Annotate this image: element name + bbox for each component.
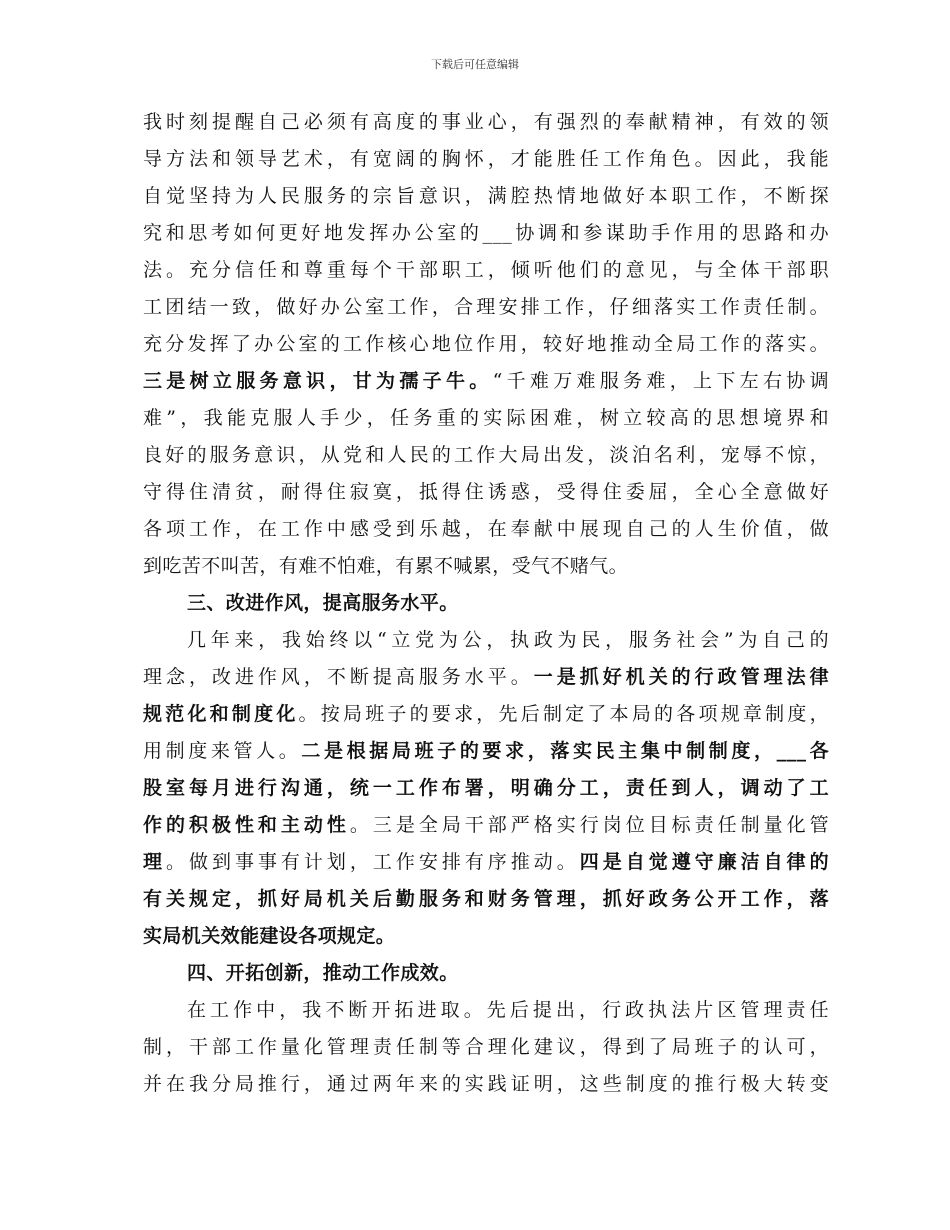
text-line [143, 659, 829, 696]
text-line [143, 844, 829, 881]
text-line [143, 511, 829, 548]
text-line [143, 955, 829, 992]
text-line [143, 770, 829, 807]
text-line [143, 918, 829, 955]
text-line [143, 474, 829, 511]
text-segment: “千难万难服务难，上下左右协调 [492, 370, 829, 392]
text-line [143, 622, 829, 659]
text-segment: 。三是全局干部严格实行岗位目标责任制量化管 [349, 814, 829, 836]
bold-text: 理 [143, 851, 166, 873]
text-segment: 守得住清贫，耐得住寂寞，抵得住诱惑，受得住委屈，全心全意做好 [143, 481, 829, 503]
text-line [143, 437, 829, 474]
text-line [143, 733, 829, 770]
bold-text: 有关规定，抓好局机关后勤服务和财务管理，抓好政务公开工作，落 [143, 888, 829, 910]
text-line [143, 1066, 829, 1103]
text-segment: 。做到事事有计划，工作安排有序推动。 [166, 851, 580, 873]
bold-text: 四、开拓创新，推动工作成效。 [187, 962, 459, 984]
bold-text: 一是抓好机关的行政管理法律 [533, 666, 829, 688]
text-segment: 究和思考如何更好地发挥办公室的___协调和参谋助手作用的思路和办 [143, 222, 829, 244]
text-line [143, 400, 829, 437]
text-segment: 用制度来管人。 [143, 740, 302, 762]
text-segment: 制，干部工作量化管理责任制等合理化建议，得到了局班子的认可， [143, 1036, 829, 1058]
text-segment: 难”，我能克服人手少，任务重的实际困难，树立较高的思想境界和 [143, 407, 829, 429]
bold-text: 规范化和制度化 [143, 703, 299, 725]
text-line [143, 807, 829, 844]
text-line [143, 1029, 829, 1066]
document-body [143, 104, 829, 1103]
text-line [143, 992, 829, 1029]
text-line [143, 326, 829, 363]
text-segment: 几年来，我始终以“立党为公，执政为民，服务社会”为自己的 [187, 629, 829, 651]
text-segment: 并在我分局推行，通过两年来的实践证明，这些制度的推行极大转变 [143, 1073, 829, 1095]
text-segment: 良好的服务意识，从党和人民的工作大局出发，淡泊名利，宠辱不惊， [143, 444, 829, 466]
text-line [143, 289, 829, 326]
bold-text: 四是自觉遵守廉洁自律的 [579, 851, 830, 873]
text-segment: 我时刻提醒自己必须有高度的事业心，有强烈的奉献精神，有效的领 [143, 111, 829, 133]
text-segment: 到吃苦不叫苦，有难不怕难，有累不喊累，受气不赌气。 [143, 555, 629, 577]
text-segment: 理念，改进作风，不断提高服务水平。 [143, 666, 534, 688]
bold-text: 三是树立服务意识，甘为孺子牛。 [143, 370, 493, 392]
bold-text: 二是根据局班子的要求，落实民主集中制制度，___各 [301, 740, 829, 762]
text-segment: 在工作中，我不断开拓进取。先后提出，行政执法片区管理责任 [187, 999, 829, 1021]
page-header: 下载后可任意编辑 [431, 58, 519, 71]
bold-text: 股室每月进行沟通，统一工作布署，明确分工，责任到人，调动了工 [143, 777, 829, 799]
text-segment: 法。充分信任和尊重每个干部职工，倾听他们的意见，与全体干部职 [143, 259, 829, 281]
text-segment: 导方法和领导艺术，有宽阔的胸怀，才能胜任工作角色。因此，我能 [143, 148, 829, 170]
text-line [143, 363, 829, 400]
text-line [143, 104, 829, 141]
text-line [143, 696, 829, 733]
bold-text: 三、改进作风，提高服务水平。 [187, 592, 459, 614]
text-segment: 。按局班子的要求，先后制定了本局的各项规章制度， [298, 703, 829, 725]
text-line [143, 548, 829, 585]
text-line [143, 215, 829, 252]
text-line [143, 252, 829, 289]
text-line [143, 178, 829, 215]
text-line [143, 585, 829, 622]
text-segment: 自觉坚持为人民服务的宗旨意识，满腔热情地做好本职工作，不断探 [143, 185, 829, 207]
text-segment: 工团结一致，做好办公室工作，合理安排工作，仔细落实工作责任制。 [143, 296, 829, 318]
bold-text: 作的积极性和主动性 [143, 814, 350, 836]
bold-text: 实局机关效能建设各项规定。 [143, 925, 396, 947]
text-segment: 充分发挥了办公室的工作核心地位作用，较好地推动全局工作的落实。 [143, 333, 829, 355]
text-segment: 各项工作，在工作中感受到乐越，在奉献中展现自己的人生价值，做 [143, 518, 829, 540]
text-line [143, 881, 829, 918]
text-line [143, 141, 829, 178]
